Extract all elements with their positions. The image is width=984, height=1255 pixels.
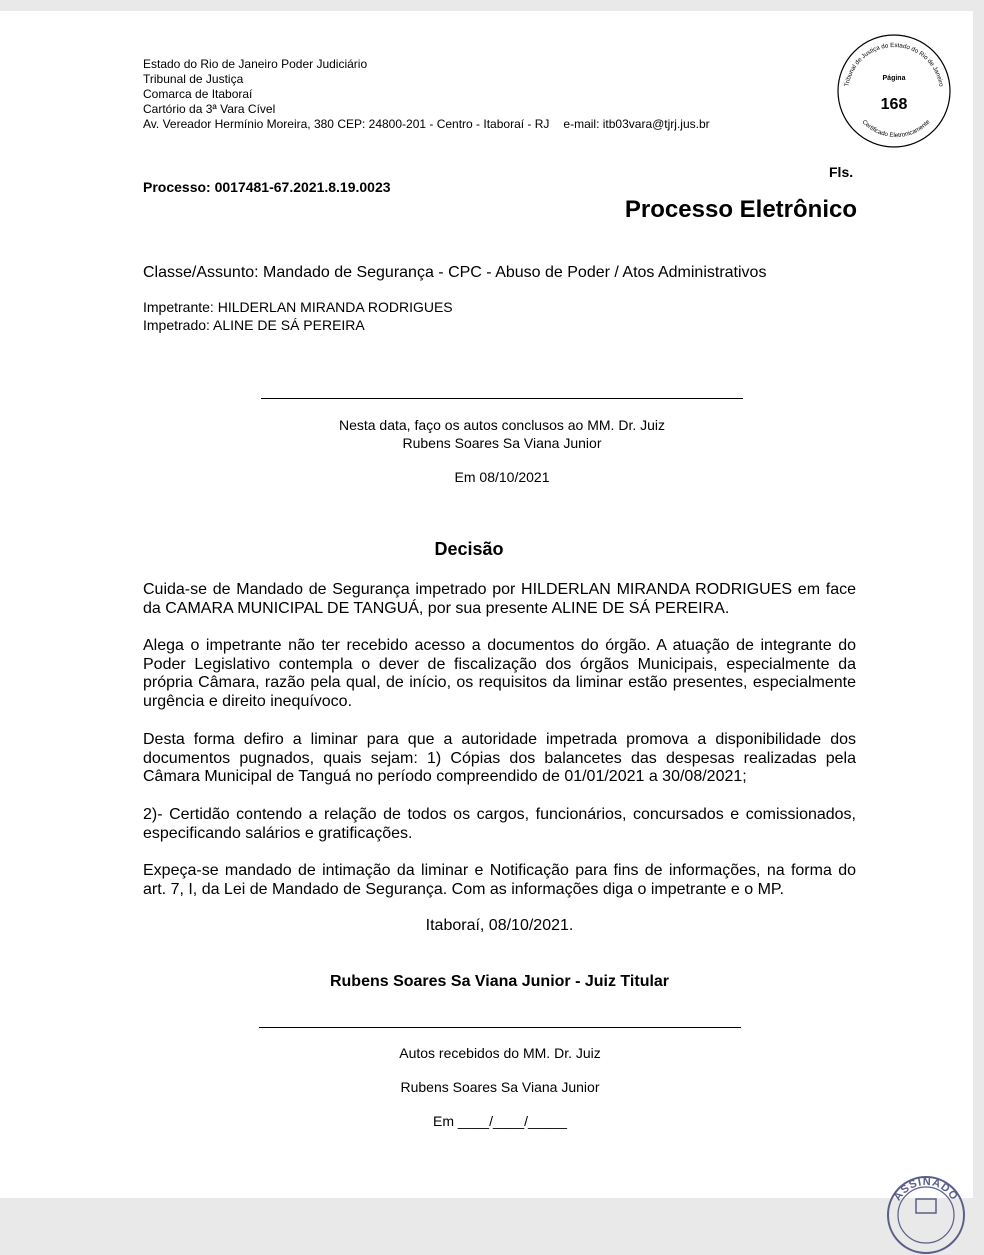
receipt-date: Em ____/____/_____ [433, 1113, 567, 1129]
place-date: Itaboraí, 08/10/2021. [425, 917, 574, 934]
signature-stamp [886, 1175, 966, 1255]
receipt-block [259, 1044, 741, 1130]
decision-paragraph: Desta forma defiro a liminar para que a autoridade impetrada promova a disponibilidade dos documentos pugnados, quais sejam: 1) Cópias dos balancetes das despesas realizadas pela Câmara Municipal de Tanguá no período compreendido de 01/01/2021 a 30/08/2021; [143, 731, 856, 785]
header-line-tribunal: Tribunal de Justiça [143, 72, 244, 86]
seal-top-text: Tribunal de Justiça do Estado do Rio de Janeiro [843, 41, 945, 88]
receipt-line-1: Autos recebidos do MM. Dr. Juiz [399, 1045, 601, 1061]
court-header [143, 57, 710, 132]
decision-heading: Decisão [434, 539, 504, 559]
header-line-address [143, 117, 710, 132]
header-line-comarca: Comarca de Itaboraí [143, 87, 253, 101]
header-line-cartorio: Cartório da 3ª Vara Cível [143, 102, 276, 116]
divider-top [261, 398, 743, 399]
parties [143, 298, 453, 334]
decision-paragraph: Cuida-se de Mandado de Segurança impetrado por HILDERLAN MIRANDA RODRIGUES em face da CAMARA MUNICIPAL DE TANGUÁ, por sua presente ALINE DE SÁ PEREIRA. [143, 581, 856, 617]
header-address: Av. Vereador Hermínio Moreira, 380 CEP: 24800-201 - Centro - Itaboraí - RJ [143, 117, 550, 131]
conclusion-block [261, 416, 743, 486]
process-number: Processo: 0017481-67.2021.8.19.0023 [143, 179, 391, 195]
conclusion-line-2: Rubens Soares Sa Viana Junior [402, 435, 602, 451]
petitioner: Impetrante: HILDERLAN MIRANDA RODRIGUES [143, 299, 453, 315]
decision-paragraph: 2)- Certidão contendo a relação de todos os cargos, funcionários, concursados e comissionados, especificando salários e gratificações. [143, 806, 856, 842]
document-title: Processo Eletrônico [624, 196, 857, 223]
receipt-line-2: Rubens Soares Sa Viana Junior [400, 1079, 600, 1095]
electronic-certification-seal [836, 33, 952, 149]
conclusion-date: Em 08/10/2021 [454, 469, 550, 485]
decision-paragraph: Alega o impetrante não ter recebido acesso a documentos do órgão. A atuação de integrante do Poder Legislativo contempla o dever de fiscalização dos órgãos Municipais, especialmente da própria Câmara, razão pela qual, de início, os requisitos da liminar estão presentes, especialmente urgência e direito inequívoco. [143, 637, 856, 710]
respondent: Impetrado: ALINE DE SÁ PEREIRA [143, 317, 365, 333]
conclusion-line-1: Nesta data, faço os autos conclusos ao MM. Dr. Juiz [338, 417, 666, 433]
seal-page-number: 168 [880, 96, 908, 113]
decision-paragraph: Expeça-se mandado de intimação da liminar e Notificação para fins de informações, na forma do art. 7, I, da Lei de Mandado de Segurança. Com as informações diga o impetrante e o MP. [143, 862, 856, 898]
divider-bottom [259, 1027, 741, 1028]
header-line-state: Estado do Rio de Janeiro Poder Judiciário [143, 57, 368, 71]
class-subject: Classe/Assunto: Mandado de Segurança - CPC - Abuso de Poder / Atos Administrativos [143, 264, 767, 281]
stamp-text: ASSINADO [891, 1175, 961, 1204]
seal-bottom-text: Certificado Eletronicamente [860, 118, 932, 140]
header-email: e-mail: itb03vara@tjrj.jus.br [563, 117, 710, 131]
judge-signature: Rubens Soares Sa Viana Junior - Juiz Titular [329, 973, 670, 990]
seal-page-label: Página [882, 75, 906, 82]
fls-label: Fls. [829, 164, 854, 180]
document-page [0, 11, 973, 1204]
